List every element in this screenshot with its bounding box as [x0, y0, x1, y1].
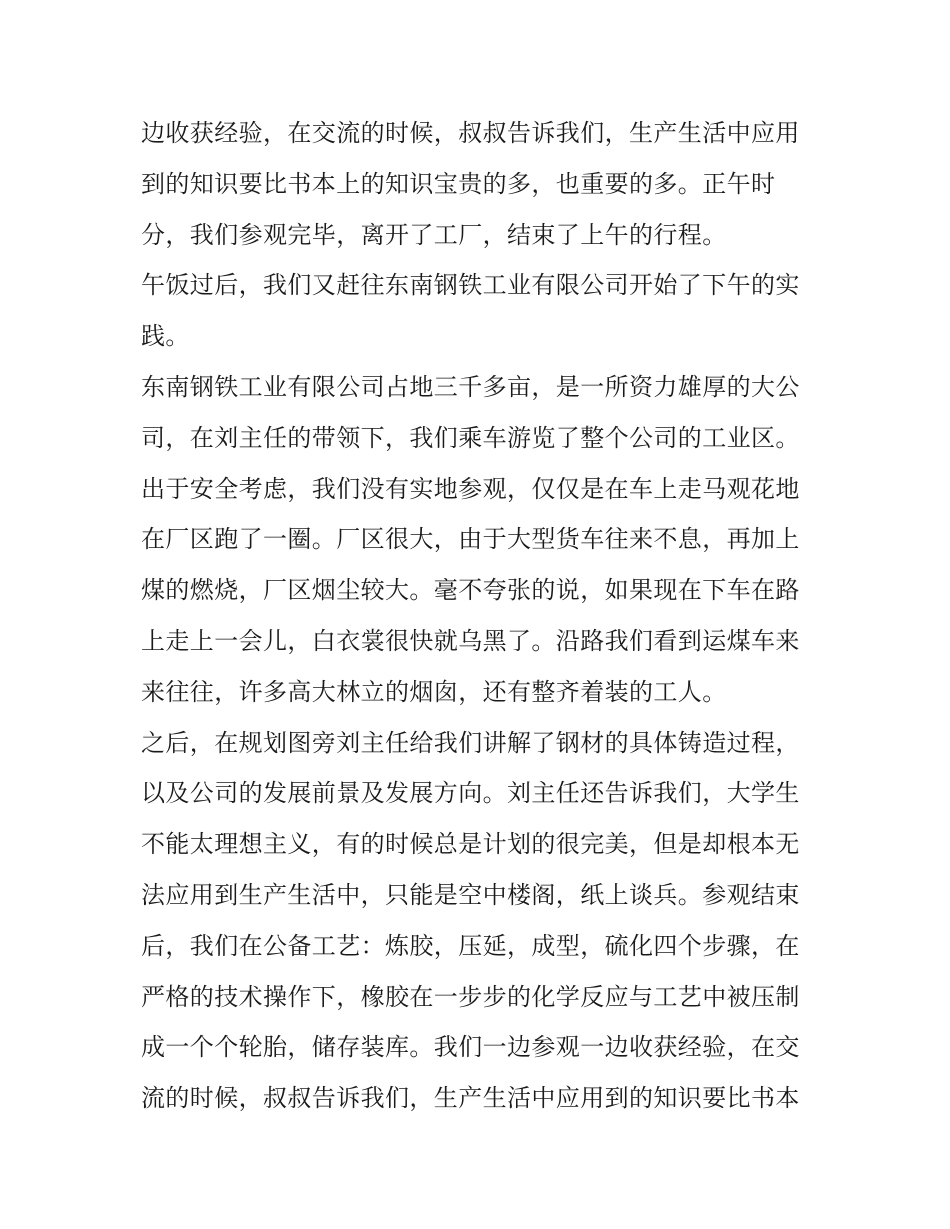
text-line: 不能太理想主义，有的时候总是计划的很完美，但是却根本无: [141, 830, 800, 859]
text-line: 在厂区跑了一圈。厂区很大，由于大型货车往来不息，再加上: [141, 525, 800, 554]
text-line: 法应用到生产生活中，只能是空中楼阁，纸上谈兵。参观结束: [141, 880, 800, 909]
text-line: 煤的燃烧，厂区烟尘较大。毫不夸张的说，如果现在下车在路: [141, 576, 800, 605]
text-line: 上走上一会儿，白衣裳很快就乌黑了。沿路我们看到运煤车来: [141, 626, 800, 655]
text-line: 分，我们参观完毕，离开了工厂，结束了上午的行程。: [141, 220, 727, 249]
text-line: 出于安全考虑，我们没有实地参观，仅仅是在车上走马观花地: [141, 474, 800, 503]
text-line: 成一个个轮胎，储存装库。我们一边参观一边收获经验，在交: [141, 1033, 800, 1062]
text-line: 到的知识要比书本上的知识宝贵的多，也重要的多。正午时: [141, 169, 776, 198]
text-line: 流的时候，叔叔告诉我们，生产生活中应用到的知识要比书本: [141, 1084, 800, 1113]
document-body: [141, 108, 813, 1124]
text-line: 严格的技术操作下，橡胶在一步步的化学反应与工艺中被压制: [141, 982, 800, 1011]
text-line: 午饭过后，我们又赶往东南钢铁工业有限公司开始了下午的实: [141, 271, 800, 300]
text-line: 践。: [141, 322, 190, 351]
text-line: 来往往，许多高大林立的烟囱，还有整齐着装的工人。: [141, 677, 727, 706]
text-line: 边收获经验，在交流的时候，叔叔告诉我们，生产生活中应用: [141, 119, 800, 147]
text-line: 司，在刘主任的带领下，我们乘车游览了整个公司的工业区。: [141, 423, 800, 452]
text-line: 后，我们在公备工艺：炼胶，压延，成型，硫化四个步骤，在: [141, 931, 800, 960]
text-line: 以及公司的发展前景及发展方向。刘主任还告诉我们，大学生: [141, 779, 800, 808]
text-line: 之后，在规划图旁刘主任给我们讲解了钢材的具体铸造过程，: [141, 728, 800, 757]
text-line: 东南钢铁工业有限公司占地三千多亩，是一所资力雄厚的大公: [141, 372, 800, 401]
